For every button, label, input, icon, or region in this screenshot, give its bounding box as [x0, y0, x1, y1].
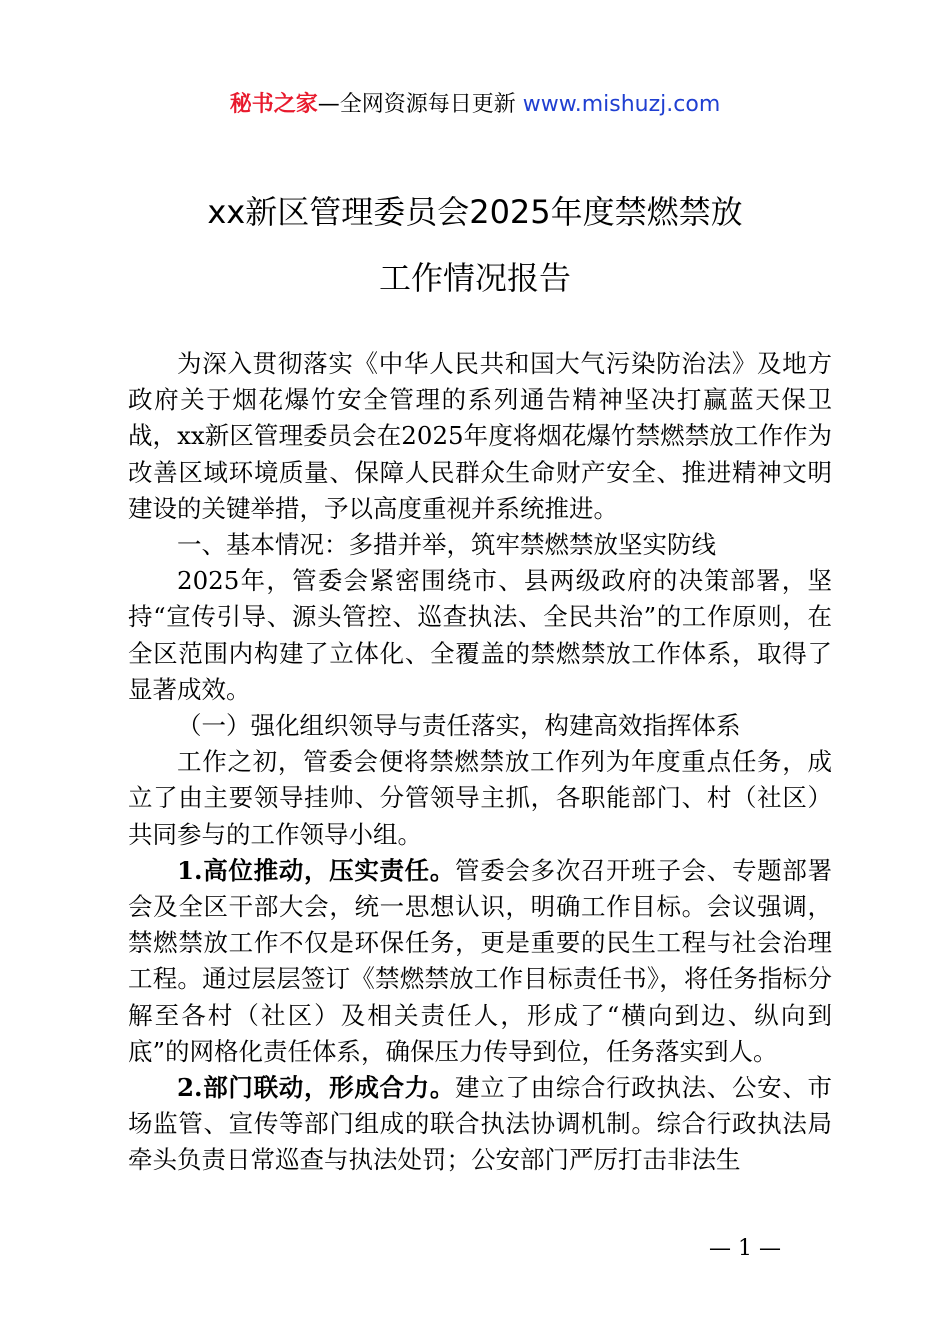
- header-tagline: —全网资源每日更新: [317, 92, 523, 117]
- section-1-paragraph: 2025年，管委会紧密围绕市、县两级政府的决策部署，坚持“宣传引导、源头管控、巡查执法、全民共治”的工作原则，在全区范围内构建了立体化、全覆盖的禁燃禁放工作体系，取得了显著成效。: [128, 566, 832, 704]
- site-header: [0, 90, 950, 120]
- subsection-heading-1: （一）强化组织领导与责任落实，构建高效指挥体系: [177, 711, 741, 741]
- point-1-paragraph: [128, 853, 832, 1070]
- point-2-text: 建立了由综合行政执法、公安、市场监管、宣传等部门组成的联合执法协调机制。综合行政执法局牵头负责日常巡查与执法处罚；公安部门严厉打击非法生: [128, 1073, 833, 1175]
- intro-paragraph: 为深入贯彻落实《中华人民共和国大气污染防治法》及地方政府关于烟花爆竹安全管理的系列通告精神坚决打赢蓝天保卫战，xx新区管理委员会在2025年度将烟花爆竹禁燃禁放工作作为改善区域环境质量、保障人民群众生命财产安全、推进精神文明建设的关键举措，予以高度重视并系统推进。: [128, 349, 832, 523]
- page-number: — 1 —: [709, 1236, 781, 1261]
- document-body: [128, 346, 832, 1179]
- brand-name: 秘书之家: [229, 92, 318, 117]
- document-title-line-2: 工作情况报告: [378, 259, 571, 297]
- subsection-1-paragraph: 工作之初，管委会便将禁燃禁放工作列为年度重点任务，成立了由主要领导挂帅、分管领导主抓，各职能部门、村（社区）共同参与的工作领导小组。: [128, 747, 832, 849]
- point-2-paragraph: [128, 1070, 832, 1179]
- site-url-link[interactable]: www.mishuzj.com: [522, 92, 721, 117]
- point-2-heading: 2.部门联动，形成合力。: [177, 1073, 456, 1103]
- point-1-text: 管委会多次召开班子会、专题部署会及全区干部大会，统一思想认识，明确工作目标。会议强调，禁燃禁放工作不仅是环保任务，更是重要的民生工程与社会治理工程。通过层层签订《禁燃禁放工作目标责任书》，将任务指标分解至各村（社区）及相关责任人，形成了“横向到边、纵向到底”的网格化责任体系，确保压力传导到位，任务落实到人。: [128, 855, 833, 1066]
- point-1-heading: 1.高位推动，压实责任。: [177, 855, 456, 885]
- document-title-line-1: xx新区管理委员会2025年度禁燃禁放: [207, 193, 743, 231]
- section-heading-1: 一、基本情况：多措并举，筑牢禁燃禁放坚实防线: [177, 530, 716, 560]
